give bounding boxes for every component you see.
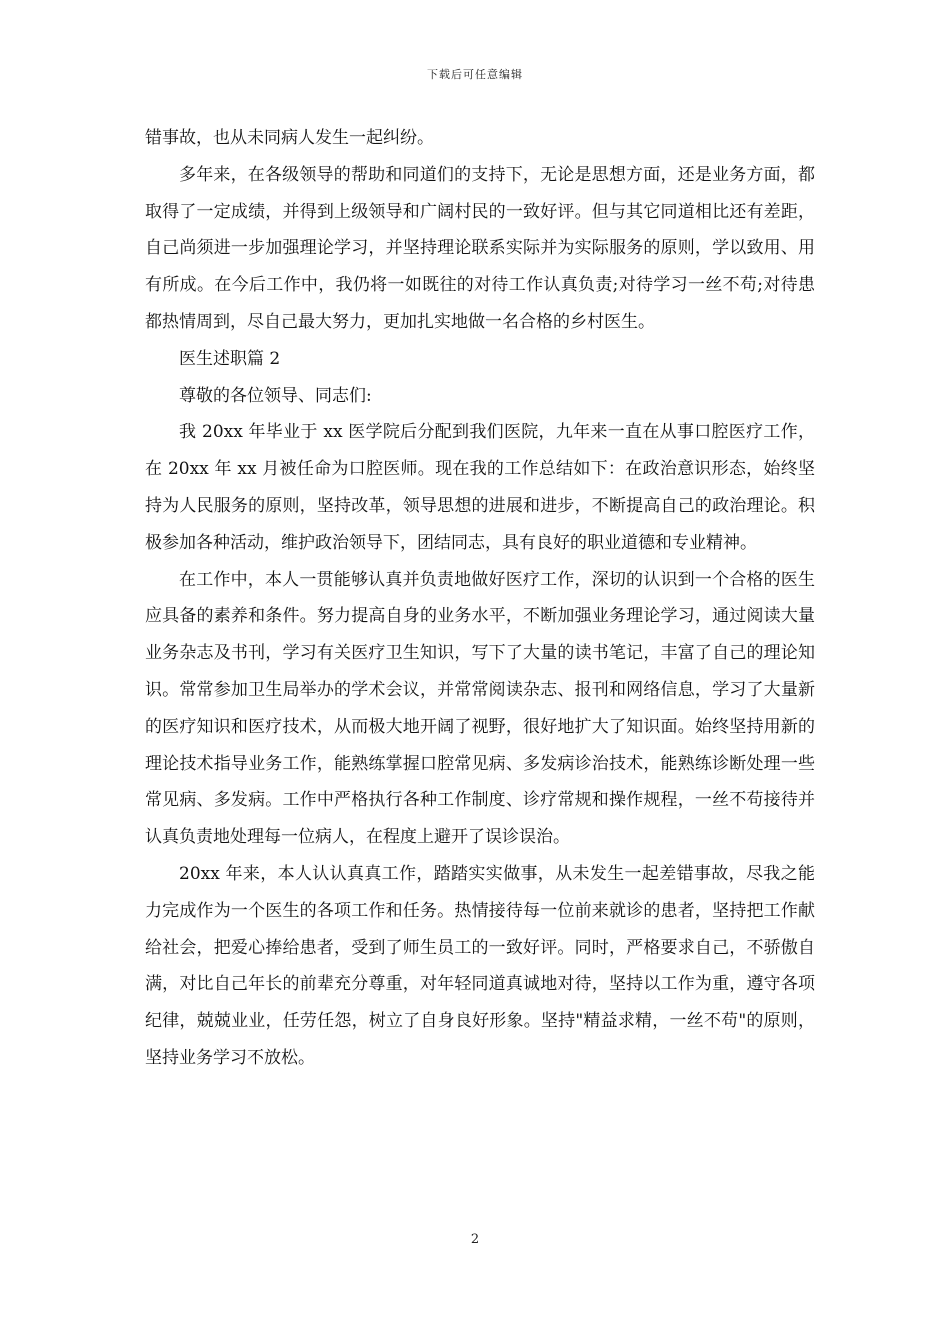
- paragraph-work-study: 在工作中，本人一贯能够认真并负责地做好医疗工作，深切的认识到一个合格的医生应具备的素养和条件。努力提高自身的业务水平，不断加强业务理论学习，通过阅读大量业务杂志及书刊，学习有关医疗卫生知识，写下了大量的读书笔记，丰富了自己的理论知识。常常参加卫生局举办的学术会议，并常常阅读杂志、报刊和网络信息，学习了大量新的医疗知识和医疗技术，从而极大地开阔了视野，很好地扩大了知识面。始终坚持用新的理论技术指导业务工作，能熟练掌握口腔常见病、多发病诊治技术，能熟练诊断处理一些常见病、多发病。工作中严格执行各种工作制度、诊疗常规和操作规程，一丝不苟接待并认真负责地处理每一位病人，在程度上避开了误诊误治。: [145, 569, 815, 848]
- page-number: 2: [470, 1232, 480, 1247]
- salutation: 尊敬的各位领导、同志们:: [179, 385, 372, 406]
- paragraph-introduction: 我 20xx 年毕业于 xx 医学院后分配到我们医院，九年来一直在从事口腔医疗工作，在 20xx 年 xx 月被任命为口腔医师。现在我的工作总结如下：在政治意识形态，始终坚持为人民服务的原则，坚持改革，领导思想的进展和进步，不断提高自己的政治理论。积极参加各种活动，维护政治领导下，团结同志，具有良好的职业道德和专业精神。: [145, 422, 815, 553]
- paragraph-conduct: 20xx 年来，本人认认真真工作，踏踏实实做事，从未发生一起差错事故，尽我之能力完成作为一个医生的各项工作和任务。热情接待每一位前来就诊的患者，坚持把工作献给社会，把爱心捧给患者，受到了师生员工的一致好评。同时，严格要求自己，不骄傲自满，对比自己年长的前辈充分尊重，对年轻同道真诚地对待，坚持以工作为重，遵守各项纪律，兢兢业业，任劳任怨，树立了自身良好形象。坚持"精益求精，一丝不苟"的原则，坚持业务学习不放松。: [145, 863, 815, 1068]
- paragraph-continuation: 错事故，也从未同病人发生一起纠纷。: [145, 128, 434, 148]
- paragraph-summary: 多年来，在各级领导的帮助和同道们的支持下，无论是思想方面，还是业务方面，都取得了一定成绩，并得到上级领导和广阔村民的一致好评。但与其它同道相比还有差距，自己尚须进一步加强理论学习，并坚持理论联系实际并为实际服务的原则，学以致用、用有所成。在今后工作中，我仍将一如既往的对待工作认真负责;对待学习一丝不苟;对待患都热情周到，尽自己最大努力，更加扎实地做一名合格的乡村医生。: [145, 164, 815, 332]
- document-body: [145, 120, 815, 1077]
- section-heading: 医生述职篇 2: [179, 348, 281, 369]
- page-header: 下载后可任意编辑: [427, 68, 523, 81]
